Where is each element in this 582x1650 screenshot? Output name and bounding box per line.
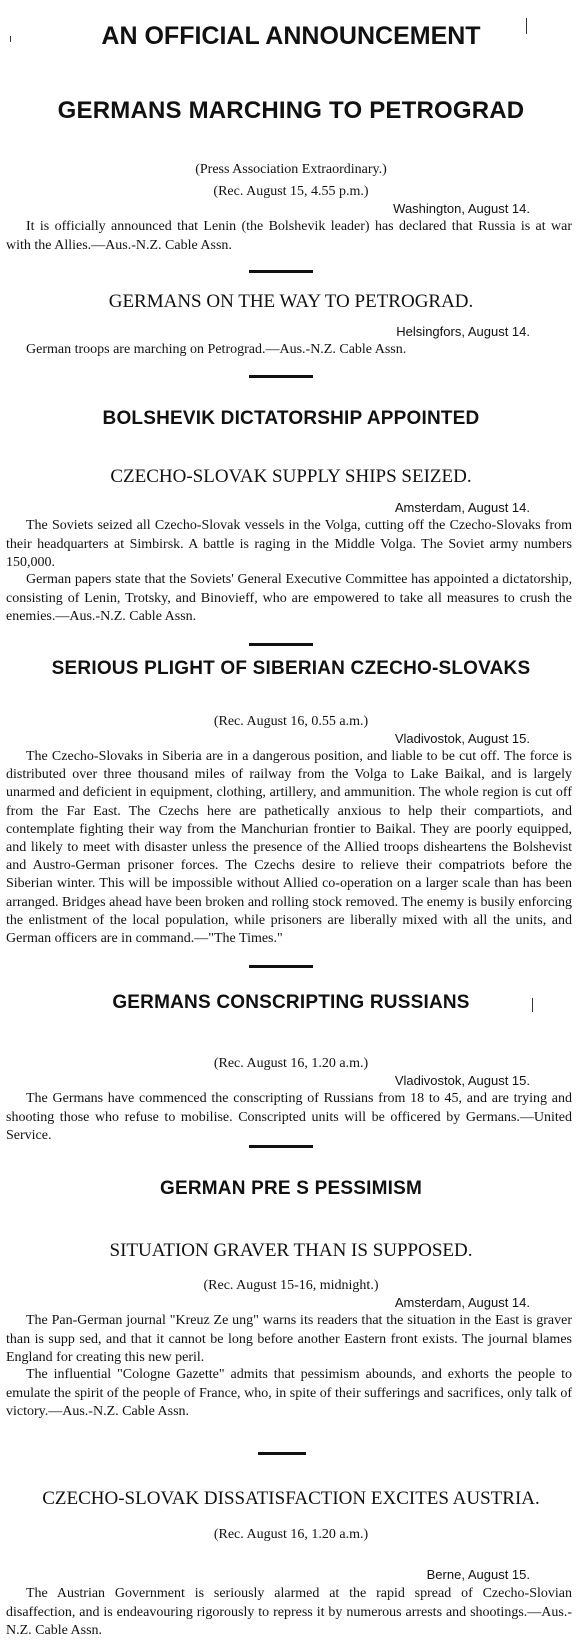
- received-line: (Rec. August 15, 4.55 p.m.): [213, 184, 369, 199]
- section-divider: [249, 643, 313, 646]
- article-paragraph: [6, 1366, 572, 1422]
- article-paragraph: [6, 571, 572, 627]
- article-paragraph: [6, 1090, 572, 1146]
- section-headline: SERIOUS PLIGHT OF SIBERIAN CZECHO-SLOVAKS: [51, 658, 531, 679]
- page-title: AN OFFICIAL ANNOUNCEMENT: [101, 22, 481, 50]
- source-line: (Press Association Extraordinary.): [195, 162, 387, 177]
- paragraph-text: The Germans have commenced the conscripting of Russians from 18 to 45, and are trying and shooting those who refuse to mobilise. Conscripted units will be officered by Germans.—United Service.: [6, 1091, 572, 1143]
- paragraph-text: The Czecho-Slovaks in Siberia are in a dangerous position, and liable to be cut off. The force is distributed over three thousand miles of railway from the Volga to Lake Baikal, and is largely unarmed and deficient in equipment, clothing, artillery, and ammunition. The whole region is cut off from the Far East. The Czechs here are pathetically anxious to help their compartiots, and contemplate fighting their way from the Manchurian frontier to Baikal. They are poorly equipped, and likely to meet with disaster unless the presence of the Allied troops disheartens the Bolshevist and Austro-German prisoner forces. The Czechs desire to relieve their compatriots before the Siberian winter. This will be impossible without Allied co-operation on a larger scale than has been arranged. Bridges ahead have been broken and rolling stock removed. The enemy is busily enforcing the enlistment of the local population, while prisoners are liberally mixed with all the units, and German officers are in command.—"The Times.": [6, 749, 572, 947]
- paragraph-text: The Pan-German journal "Kreuz Ze ung" warns its readers that the situation in the East is graver than is supp sed, and that it cannot be long before another Eastern front exists. The journal blames England for creating this new peril.: [6, 1313, 572, 1365]
- scan-mark: [10, 36, 11, 42]
- article-paragraph: [6, 517, 572, 573]
- section-divider: [249, 1145, 313, 1148]
- section-divider: [249, 965, 313, 968]
- main-headline: GERMANS MARCHING TO PETROGRAD: [57, 97, 525, 124]
- article-paragraph: [6, 1312, 572, 1368]
- section-divider: [249, 375, 313, 378]
- paragraph-text: The influential "Cologne Gazette" admits that pessimism abounds, and exhorts the people to emulate the spirit of the people of France, who, in spite of their sufferings and sacrifices, only talk of victory.—Aus.-N.Z. Cable Assn.: [6, 1367, 572, 1419]
- section-headline: CZECHO-SLOVAK DISSATISFACTION EXCITES AUSTRIA.: [42, 1488, 540, 1509]
- dateline: Washington, August 14.: [393, 201, 530, 216]
- section-headline: GERMANS CONSCRIPTING RUSSIANS: [112, 992, 470, 1013]
- section-headline: CZECHO-SLOVAK SUPPLY SHIPS SEIZED.: [110, 466, 472, 487]
- paragraph-text: It is officially announced that Lenin (the Bolshevik leader) has declared that Russia is at war with the Allies.—Aus.-N.Z. Cable Assn.: [6, 219, 572, 253]
- paragraph-text: German troops are marching on Petrograd.—Aus.-N.Z. Cable Assn.: [26, 342, 407, 357]
- section-divider: [249, 270, 313, 273]
- dateline: Helsingfors, August 14.: [396, 324, 530, 339]
- dateline: Vladivostok, August 15.: [394, 1073, 530, 1088]
- dateline: Amsterdam, August 14.: [394, 1295, 530, 1310]
- paragraph-text: German papers state that the Soviets' General Executive Committee has appointed a dictatorship, consisting of Lenin, Trotsky, and Binovieff, who are empowered to take all measures to crush the enemies.—Aus.-N.Z. Cable Assn.: [6, 572, 572, 624]
- received-line: (Rec. August 16, 1.20 a.m.): [213, 1527, 369, 1542]
- section-headline: GERMAN PRE S PESSIMISM: [160, 1178, 422, 1199]
- article-paragraph: [6, 748, 572, 948]
- dateline: Amsterdam, August 14.: [394, 500, 530, 515]
- article-paragraph: [6, 341, 572, 360]
- section-headline: BOLSHEVIK DICTATORSHIP APPOINTED: [102, 408, 480, 429]
- paragraph-text: The Soviets seized all Czecho-Slovak vessels in the Volga, cutting off the Czecho-Slovaks from their headquarters at Simbirsk. A battle is raging in the Middle Volga. The Soviet army numbers 150,000.: [6, 518, 572, 570]
- received-line: (Rec. August 16, 1.20 a.m.): [213, 1056, 369, 1071]
- section-headline: GERMANS ON THE WAY TO PETROGRAD.: [108, 291, 474, 312]
- received-line: (Rec. August 16, 0.55 a.m.): [213, 714, 369, 729]
- paragraph-text: The Austrian Government is seriously alarmed at the rapid spread of Czecho-Slovian disaffection, and is endeavouring rigorously to repress it by numerous arrests and shootings.—Aus.-N.Z. Cable Assn.: [6, 1586, 572, 1638]
- section-divider: [258, 1452, 306, 1455]
- article-paragraph: [6, 218, 572, 255]
- section-subhead: SITUATION GRAVER THAN IS SUPPOSED.: [109, 1240, 473, 1261]
- dateline: Vladivostok, August 15.: [394, 731, 530, 746]
- article-paragraph: [6, 1585, 572, 1641]
- scan-mark: [526, 18, 527, 34]
- received-line: (Rec. August 15-16, midnight.): [203, 1278, 379, 1293]
- dateline: Berne, August 15.: [426, 1567, 530, 1582]
- scan-mark: [532, 998, 533, 1012]
